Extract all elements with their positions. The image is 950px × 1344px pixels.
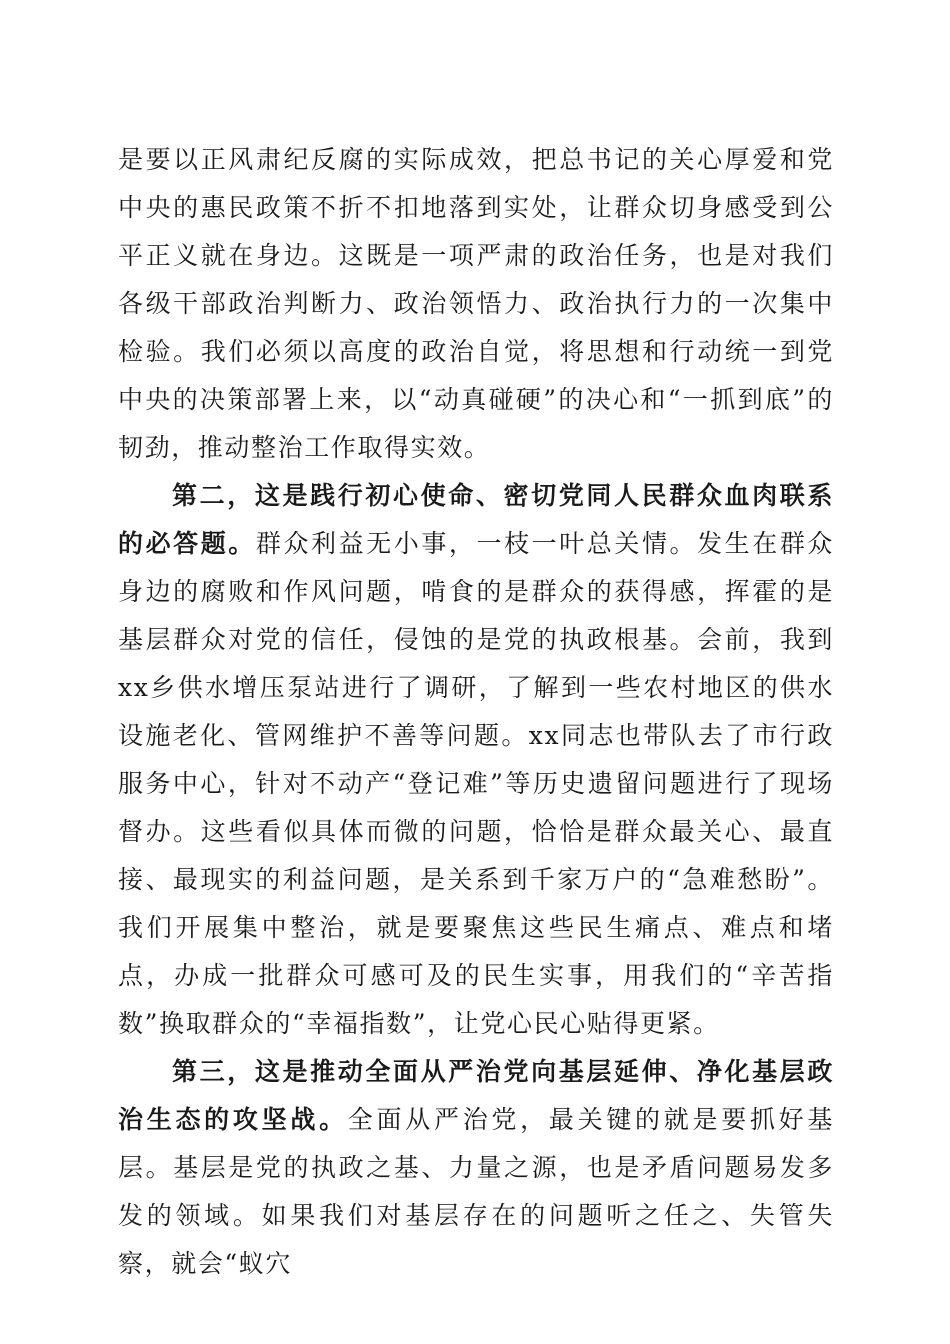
document-body — [118, 136, 834, 1288]
paragraph-3-lead: 第三，这是推动全面从严治党向基层延伸、净化基层政治生态的攻坚战。 — [118, 1057, 834, 1134]
paragraph-1 — [118, 136, 834, 472]
paragraph-3 — [118, 1048, 834, 1288]
paragraph-2-text: 群众利益无小事，一枝一叶总关情。发生在群众身边的腐败和作风问题，啃食的是群众的获得感，挥霍的是基层群众对党的信任，侵蚀的是党的执政根基。会前，我到xx乡供水增压泵站进行了调研，了解到一些农村地区的供水设施老化、管网维护不善等问题。xx同志也带队去了市行政服务中心，针对不动产“登记难”等历史遗留问题进行了现场督办。这些看似具体而微的问题，恰恰是群众最关心、最直接、最现实的利益问题，是关系到千家万户的“急难愁盼”。我们开展集中整治，就是要聚焦这些民生痛点、难点和堵点，办成一批群众可感可及的民生实事，用我们的“辛苦指数”换取群众的“幸福指数”，让党心民心贴得更紧。 — [118, 529, 834, 1038]
paragraph-2 — [118, 472, 834, 1048]
paragraph-2-lead: 第二，这是践行初心使命、密切党同人民群众血肉联系的必答题。 — [118, 481, 834, 558]
paragraph-3-text: 全面从严治党，最关键的就是要抓好基层。基层是党的执政之基、力量之源，也是矛盾问题易发多发的领域。如果我们对基层存在的问题听之任之、失管失察，就会“蚁穴 — [118, 1105, 834, 1278]
paragraph-1-text: 是要以正风肃纪反腐的实际成效，把总书记的关心厚爱和党中央的惠民政策不折不扣地落到实处，让群众切身感受到公平正义就在身边。这既是一项严肃的政治任务，也是对我们各级干部政治判断力、政治领悟力、政治执行力的一次集中检验。我们必须以高度的政治自觉，将思想和行动统一到党中央的决策部署上来，以“动真碰硬”的决心和“一抓到底”的韧劲，推动整治工作取得实效。 — [118, 145, 834, 462]
